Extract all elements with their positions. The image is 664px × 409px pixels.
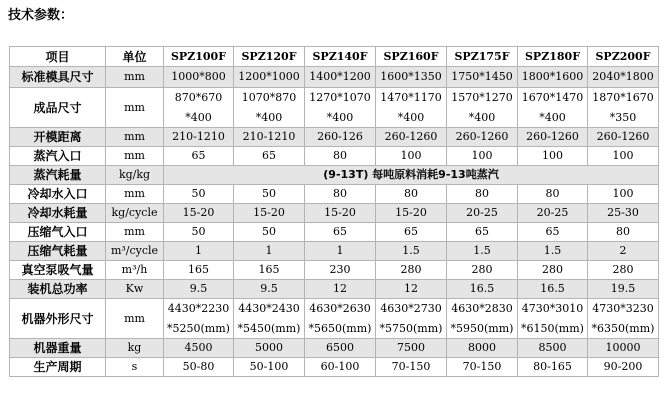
- row-label: 压缩气入口: [10, 223, 106, 242]
- value-line: 4430*2230: [167, 301, 230, 315]
- value-line: 4630*2730: [380, 301, 442, 315]
- table-row: [10, 299, 659, 339]
- row-label: 标准模具尺寸: [10, 67, 106, 88]
- value-line: 1670*1470: [521, 90, 584, 104]
- table-row: [10, 67, 659, 88]
- row-label: 机器重量: [10, 339, 106, 358]
- value-cell: 260-1260: [588, 128, 659, 147]
- row-label: 开模距离: [10, 128, 106, 147]
- value-line: *5650(mm): [308, 321, 372, 335]
- value-line: *5750(mm): [379, 321, 443, 335]
- value-line: 1070*870: [241, 90, 297, 104]
- value-line: 4630*2830: [451, 301, 513, 315]
- table-row: [10, 339, 659, 358]
- merged-value-cell: (9-13T) 每吨原料消耗9-13吨蒸汽: [164, 166, 659, 185]
- value-cell: [305, 299, 376, 339]
- row-unit: Kw: [106, 280, 164, 299]
- value-line: 1570*1270: [451, 90, 513, 104]
- value-cell: 15-20: [376, 204, 447, 223]
- table-row: [10, 128, 659, 147]
- value-cell: 70-150: [447, 358, 518, 377]
- row-label: 压缩气耗量: [10, 242, 106, 261]
- value-cell: 1.5: [447, 242, 518, 261]
- value-cell: 1750*1450: [447, 67, 518, 88]
- value-cell: 80-165: [518, 358, 588, 377]
- value-line: *400: [326, 110, 354, 124]
- value-cell: [447, 299, 518, 339]
- row-unit: kg: [106, 339, 164, 358]
- value-cell: [518, 299, 588, 339]
- row-unit: mm: [106, 88, 164, 128]
- value-cell: [376, 299, 447, 339]
- value-line: *350: [609, 110, 637, 124]
- value-cell: 260-1260: [447, 128, 518, 147]
- value-cell: 70-150: [376, 358, 447, 377]
- value-cell: 2040*1800: [588, 67, 659, 88]
- value-cell: 260-1260: [518, 128, 588, 147]
- table-row: [10, 166, 659, 185]
- value-cell: 210-1210: [164, 128, 234, 147]
- value-cell: 1.5: [518, 242, 588, 261]
- value-line: *5450(mm): [237, 321, 301, 335]
- value-line: 4730*3230: [592, 301, 654, 315]
- value-cell: [588, 88, 659, 128]
- value-cell: 20-25: [518, 204, 588, 223]
- row-unit: s: [106, 358, 164, 377]
- value-cell: 65: [305, 223, 376, 242]
- value-cell: 15-20: [234, 204, 305, 223]
- value-cell: 25-30: [588, 204, 659, 223]
- value-line: 870*670: [174, 90, 223, 104]
- value-cell: 230: [305, 261, 376, 280]
- value-cell: 16.5: [447, 280, 518, 299]
- table-row: [10, 261, 659, 280]
- value-cell: 19.5: [588, 280, 659, 299]
- value-cell: 165: [164, 261, 234, 280]
- value-line: *5250(mm): [167, 321, 230, 335]
- value-cell: 60-100: [305, 358, 376, 377]
- header-model: SPZ140F: [305, 47, 376, 67]
- value-cell: 4500: [164, 339, 234, 358]
- spec-table: [9, 46, 659, 377]
- table-row: [10, 185, 659, 204]
- value-cell: 90-200: [588, 358, 659, 377]
- value-line: *400: [539, 110, 566, 124]
- row-unit: mm: [106, 185, 164, 204]
- value-cell: 1: [164, 242, 234, 261]
- row-label: 生产周期: [10, 358, 106, 377]
- value-cell: 65: [234, 147, 305, 166]
- value-cell: 16.5: [518, 280, 588, 299]
- value-cell: 65: [376, 223, 447, 242]
- value-cell: 165: [234, 261, 305, 280]
- value-cell: 15-20: [164, 204, 234, 223]
- value-line: 1270*1070: [309, 90, 371, 104]
- value-cell: 12: [305, 280, 376, 299]
- row-unit: mm: [106, 223, 164, 242]
- row-label: 真空泵吸气量: [10, 261, 106, 280]
- table-row: [10, 280, 659, 299]
- value-cell: [164, 88, 234, 128]
- value-cell: [588, 299, 659, 339]
- row-label: 蒸汽耗量: [10, 166, 106, 185]
- row-unit: mm: [106, 299, 164, 339]
- value-cell: [234, 88, 305, 128]
- value-cell: 100: [588, 185, 659, 204]
- value-cell: 1200*1000: [234, 67, 305, 88]
- value-cell: 20-25: [447, 204, 518, 223]
- value-cell: 8500: [518, 339, 588, 358]
- page-heading: 技术参数：: [8, 8, 74, 23]
- value-cell: 10000: [588, 339, 659, 358]
- value-cell: 100: [447, 147, 518, 166]
- value-line: *6350(mm): [591, 321, 655, 335]
- value-cell: 8000: [447, 339, 518, 358]
- value-cell: 260-1260: [376, 128, 447, 147]
- value-cell: 50: [234, 223, 305, 242]
- value-line: *400: [397, 110, 425, 124]
- row-label: 机器外形尺寸: [10, 299, 106, 339]
- value-cell: 50: [234, 185, 305, 204]
- value-cell: 80: [447, 185, 518, 204]
- row-label: 冷却水耗量: [10, 204, 106, 223]
- row-unit: m³/cycle: [106, 242, 164, 261]
- header-model: SPZ100F: [164, 47, 234, 67]
- table-row: [10, 223, 659, 242]
- value-cell: 80: [305, 147, 376, 166]
- value-line: *400: [468, 110, 496, 124]
- value-cell: 5000: [234, 339, 305, 358]
- header-model: SPZ180F: [518, 47, 588, 67]
- value-line: *5950(mm): [450, 321, 514, 335]
- value-cell: 280: [518, 261, 588, 280]
- value-cell: 12: [376, 280, 447, 299]
- header-row: [10, 47, 659, 67]
- value-line: 4430*2430: [238, 301, 300, 315]
- row-label: 蒸汽入口: [10, 147, 106, 166]
- table-row: [10, 88, 659, 128]
- header-item: 项目: [10, 47, 106, 67]
- value-cell: 80: [376, 185, 447, 204]
- header-model: SPZ120F: [234, 47, 305, 67]
- row-unit: mm: [106, 67, 164, 88]
- value-cell: 1800*1600: [518, 67, 588, 88]
- value-cell: 7500: [376, 339, 447, 358]
- value-line: 4730*3010: [521, 301, 584, 315]
- table-row: [10, 147, 659, 166]
- value-line: 1870*1670: [592, 90, 654, 104]
- value-cell: 280: [588, 261, 659, 280]
- value-cell: [234, 299, 305, 339]
- value-cell: [518, 88, 588, 128]
- value-cell: 50-80: [164, 358, 234, 377]
- row-unit: mm: [106, 147, 164, 166]
- value-cell: 1000*800: [164, 67, 234, 88]
- table-row: [10, 204, 659, 223]
- value-cell: [376, 88, 447, 128]
- value-cell: 210-1210: [234, 128, 305, 147]
- header-model: SPZ200F: [588, 47, 659, 67]
- row-label: 成品尺寸: [10, 88, 106, 128]
- value-cell: 2: [588, 242, 659, 261]
- value-cell: 65: [518, 223, 588, 242]
- value-cell: [305, 88, 376, 128]
- value-cell: 1400*1200: [305, 67, 376, 88]
- value-cell: 100: [518, 147, 588, 166]
- row-label: 装机总功率: [10, 280, 106, 299]
- row-unit: kg/cycle: [106, 204, 164, 223]
- value-cell: 1: [234, 242, 305, 261]
- header-model: SPZ175F: [447, 47, 518, 67]
- row-unit: kg/kg: [106, 166, 164, 185]
- value-cell: 6500: [305, 339, 376, 358]
- value-cell: 280: [447, 261, 518, 280]
- table-row: [10, 242, 659, 261]
- value-cell: 15-20: [305, 204, 376, 223]
- value-cell: 9.5: [164, 280, 234, 299]
- value-cell: [447, 88, 518, 128]
- value-cell: 65: [447, 223, 518, 242]
- value-cell: 1: [305, 242, 376, 261]
- value-cell: 50: [164, 223, 234, 242]
- value-line: *400: [185, 110, 212, 124]
- value-cell: 80: [588, 223, 659, 242]
- row-label: 冷却水入口: [10, 185, 106, 204]
- value-cell: 9.5: [234, 280, 305, 299]
- value-line: 1470*1170: [380, 90, 442, 104]
- value-cell: [164, 299, 234, 339]
- value-line: *6150(mm): [521, 321, 584, 335]
- value-cell: 50-100: [234, 358, 305, 377]
- value-cell: 50: [164, 185, 234, 204]
- row-unit: m³/h: [106, 261, 164, 280]
- value-cell: 65: [164, 147, 234, 166]
- value-cell: 100: [376, 147, 447, 166]
- table-row: [10, 358, 659, 377]
- value-line: *400: [255, 110, 283, 124]
- value-line: 4630*2630: [309, 301, 371, 315]
- value-cell: 260-126: [305, 128, 376, 147]
- header-model: SPZ160F: [376, 47, 447, 67]
- row-unit: mm: [106, 128, 164, 147]
- value-cell: 1600*1350: [376, 67, 447, 88]
- header-unit: 单位: [106, 47, 164, 67]
- value-cell: 80: [518, 185, 588, 204]
- value-cell: 1.5: [376, 242, 447, 261]
- value-cell: 100: [588, 147, 659, 166]
- value-cell: 280: [376, 261, 447, 280]
- value-cell: 80: [305, 185, 376, 204]
